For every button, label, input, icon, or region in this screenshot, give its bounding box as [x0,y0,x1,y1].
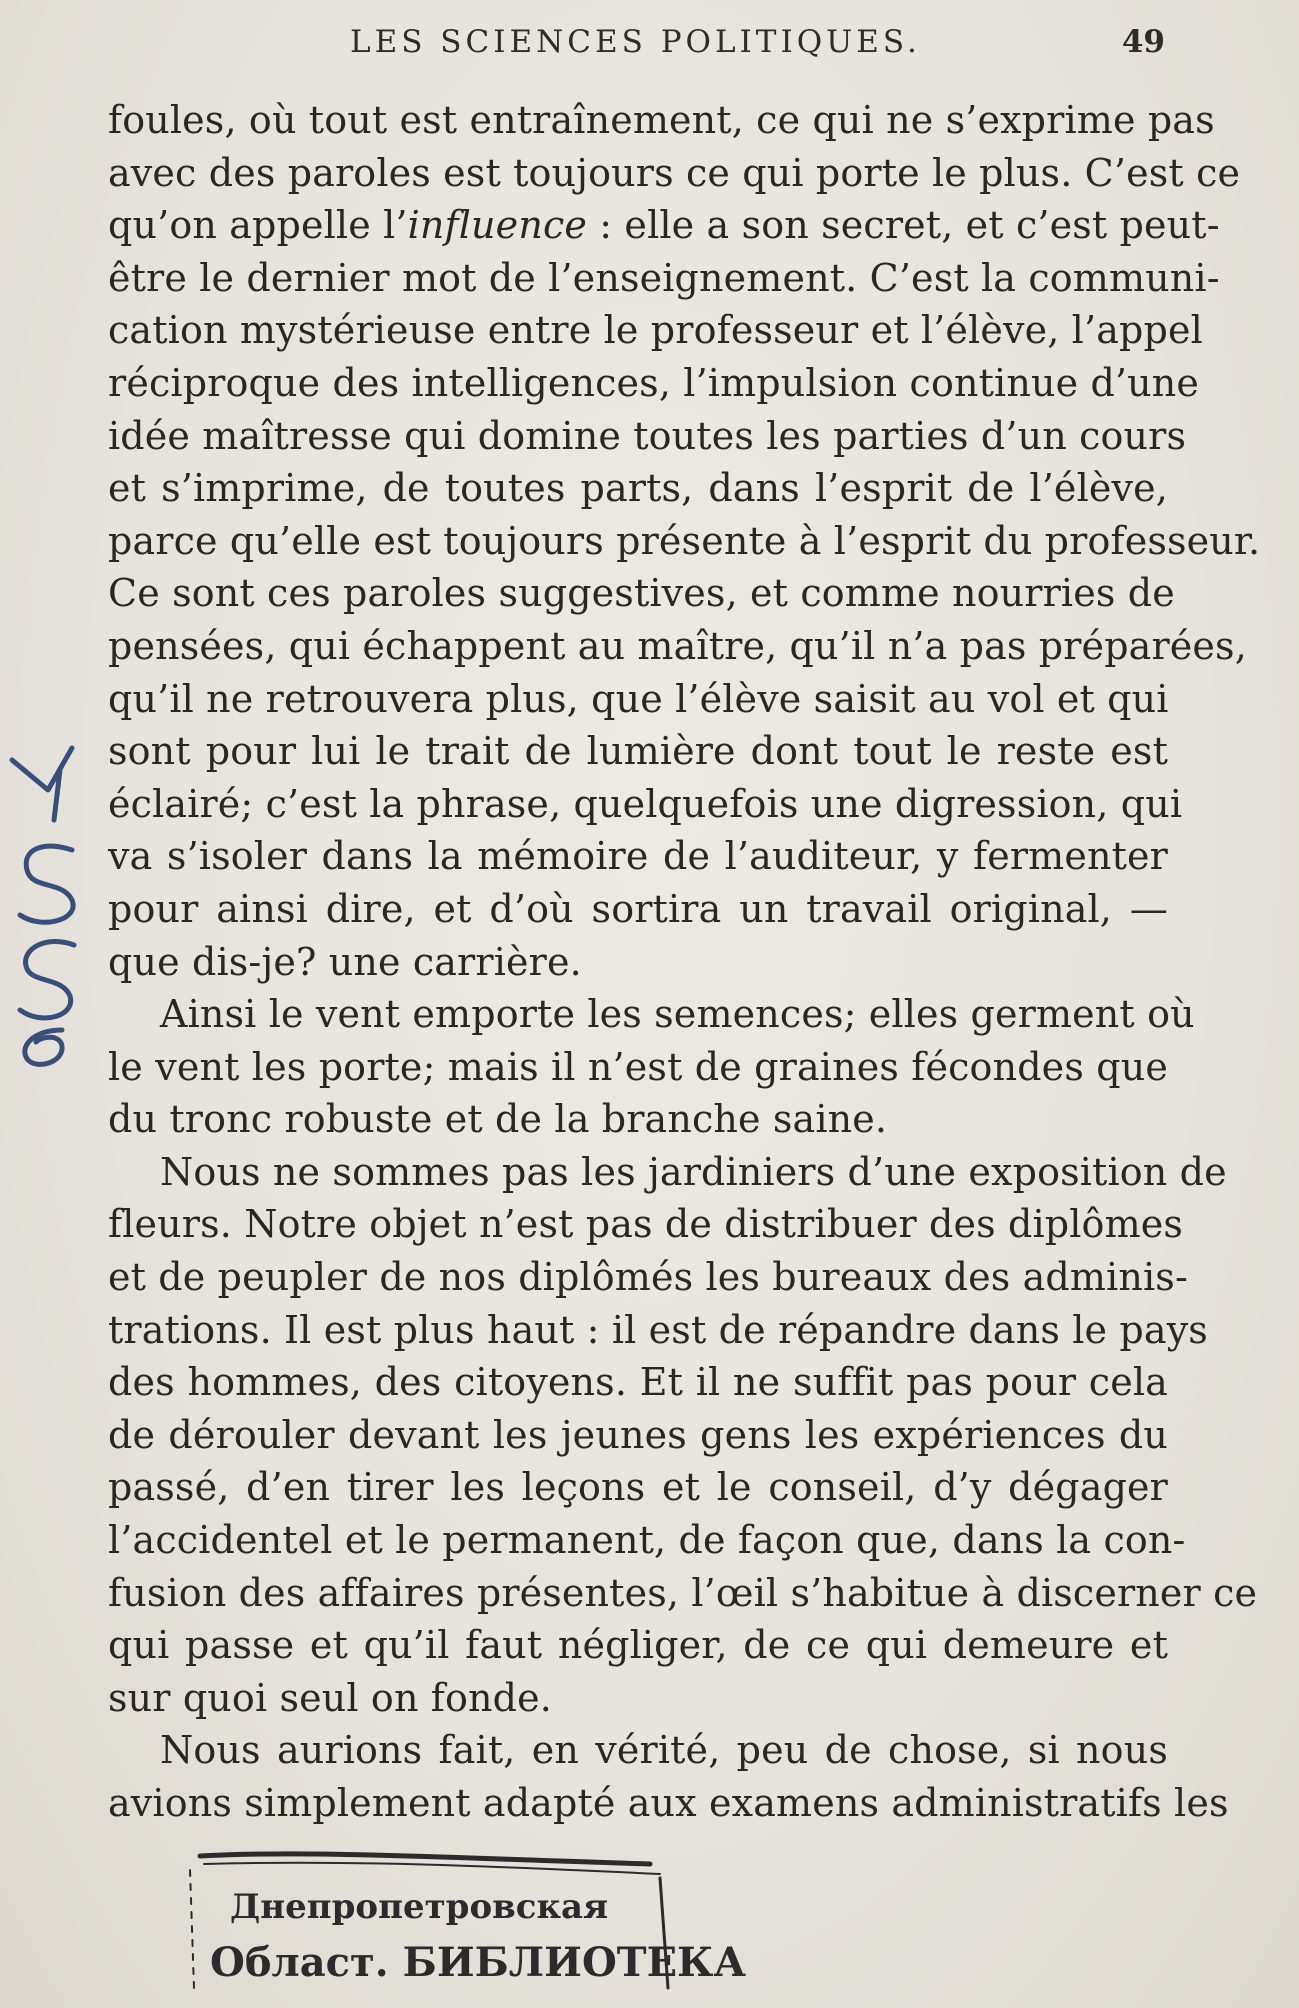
text-line: qui passe et qu’il faut négliger, de ce qui demeure et [108,1623,1168,1668]
paragraph-start: Nous aurions fait, en vérité, peu de chose, si nous [160,1728,1168,1773]
text-line: Ce sont ces paroles suggestives, et comme nourries de [108,571,1175,616]
paragraph-start: Ainsi le vent emporte les semences; elles germent où [160,992,1195,1037]
text-line: être le dernier mot de l’enseignement. C’est la communi- [108,255,1220,300]
text-line: l’accidentel et le permanent, de façon que, dans la con- [108,1518,1186,1563]
text-line: de dérouler devant les jeunes gens les expériences du [108,1412,1168,1457]
text-line: fleurs. Notre objet n’est pas de distribuer des diplômes [108,1202,1184,1247]
text-line: avec des paroles est toujours ce qui porte le plus. C’est ce [108,150,1241,195]
text-line: trations. Il est plus haut : il est de répandre dans le pays [108,1307,1208,1352]
text-line: des hommes, des citoyens. Et il ne suffit pas pour cela [108,1360,1168,1405]
text-line: pensées, qui échappent au maître, qu’il n’a pas préparées, [108,623,1247,668]
stamp-line-1: Днепропетровская [230,1887,609,1927]
text-line: cation mystérieuse entre le professeur et l’élève, l’appel [108,308,1203,353]
text-line: éclairé; c’est la phrase, quelquefois une digression, qui [108,781,1183,826]
emphasized-word: influence [407,203,588,248]
text-line: réciproque des intelligences, l’impulsion continue d’une [108,360,1200,405]
text-line: idée maîtresse qui domine toutes les parties d’un cours [108,413,1187,458]
paragraph-start: Nous ne sommes pas les jardiniers d’une exposition de [160,1149,1227,1194]
text-line: le vent les porte; mais il n’est de graines fécondes que [108,1044,1168,1089]
handwritten-inventory-number [2,730,92,1070]
text-line: va s’isoler dans la mémoire de l’auditeur, y fermenter [108,834,1168,879]
body-text [108,94,1261,1830]
text-line: et s’imprime, de toutes parts, dans l’esprit de l’élève, [108,466,1168,511]
text-line: du tronc robuste et de la branche saine. [108,1097,888,1142]
text-line: passé, d’en tirer les leçons et le conseil, d’y dégager [108,1465,1168,1510]
text-line: fusion des affaires présentes, l’œil s’habitue à discerner ce [108,1570,1258,1615]
running-title: LES SCIENCES POLITIQUES. [350,24,921,60]
text-line: sont pour lui le trait de lumière dont tout le reste est [108,729,1168,774]
text-line: que dis-je? une carrière. [108,939,582,984]
page-number: 49 [1121,24,1165,60]
text-line: parce qu’elle est toujours présente à l’esprit du professeur. [108,518,1261,563]
library-stamp [190,1848,747,1998]
text-line: et de peupler de nos diplômés les bureaux des adminis- [108,1255,1188,1300]
text-line: sur quoi seul on fonde. [108,1675,553,1720]
text-line: qu’il ne retrouvera plus, que l’élève saisit au vol et qui [108,676,1169,721]
stamp-line-2: Област. БИБЛИОТЕКА [210,1939,747,1986]
text-line: pour ainsi dire, et d’où sortira un travail original, — [108,886,1168,931]
text-line: foules, où tout est entraînement, ce qui ne s’exprime pas [108,98,1215,142]
page-header [110,24,1165,72]
text-line: qu’on appelle l’influence : elle a son secret, et c’est peut- [108,203,1220,248]
text-line: avions simplement adapté aux examens administratifs les [108,1781,1229,1825]
